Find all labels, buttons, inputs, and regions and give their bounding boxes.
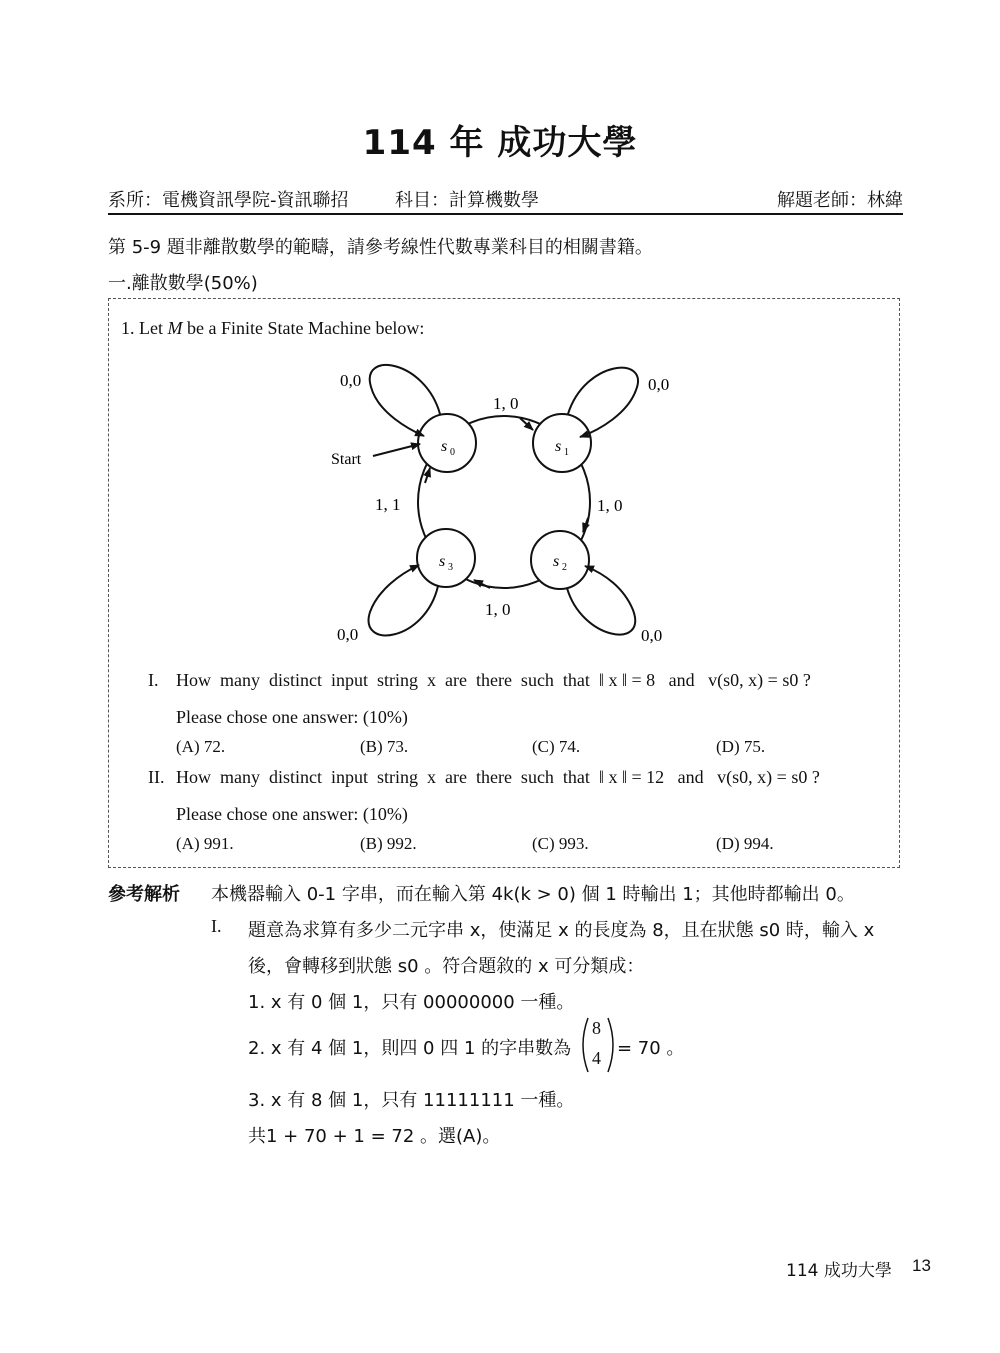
- state-s0-label: s: [441, 438, 448, 455]
- part-1-roman: I.: [148, 670, 159, 690]
- state-s2-label: s: [553, 553, 560, 570]
- page-title: 114 年 成功大學: [362, 123, 638, 163]
- part-1-option-c: (C) 74.: [532, 737, 581, 756]
- binomial-top: 8: [592, 1018, 601, 1038]
- edge-label-s2-s3: 1, 0: [485, 600, 511, 619]
- start-label: Start: [331, 451, 362, 468]
- section-heading: 一.離散數學(50%): [108, 273, 258, 294]
- part-2-prompt: Please chose one answer: (10%): [176, 804, 408, 824]
- page-number: 13: [912, 1256, 931, 1275]
- solution-part-roman: I.: [211, 916, 222, 936]
- part-1-text: [176, 670, 891, 691]
- edge-label-s0-s1: 1, 0: [493, 394, 519, 413]
- part-2-option-c: (C) 993.: [532, 834, 589, 853]
- question-text-post: be a Finite State Machine below:: [182, 318, 425, 338]
- state-s3-label: s: [439, 553, 446, 570]
- department-label: 系所：電機資訊學院-資訊聯招: [108, 190, 349, 211]
- solution-line-2: 後，會轉移到狀態 s0 。符合題敘的 x 可分類成：: [248, 956, 645, 977]
- part-1-prompt: Please chose one answer: (10%): [176, 707, 408, 727]
- start-arrow: [373, 444, 420, 456]
- state-s1-sub: 1: [564, 447, 569, 458]
- part-1-option-d: (D) 75.: [716, 737, 766, 756]
- edge-label-loop-s1: 0,0: [648, 375, 670, 394]
- part-2-roman: II.: [148, 767, 165, 787]
- state-s1: [533, 414, 591, 472]
- edge-label-s1-s2: 1, 0: [597, 496, 623, 515]
- binomial-bottom: 4: [592, 1048, 601, 1068]
- solution-case-3: 3. x 有 8 個 1，只有 11111111 一種。: [248, 1090, 575, 1111]
- scope-note: 第 5-9 題非離散數學的範疇，請參考線性代數專業科目的相關書籍。: [108, 237, 653, 258]
- state-s0-sub: 0: [450, 447, 455, 458]
- part-2-question: How many distinct input string x are there such that ‖ x ‖ = 12 and v(s0, x) = s0 ?: [176, 767, 820, 787]
- solution-line-1: 題意為求算有多少二元字串 x，使滿足 x 的長度為 8，且在狀態 s0 時，輸入 x: [248, 920, 875, 941]
- solution-case-1: 1. x 有 0 個 1，只有 00000000 一種。: [248, 992, 575, 1013]
- binomial-coefficient: [578, 1016, 618, 1074]
- solution-case-2-pre: 2. x 有 4 個 1，則四 0 四 1 的字串數為: [248, 1038, 572, 1059]
- teacher-label: 解題老師：林緯: [777, 190, 903, 211]
- question-stem: [121, 318, 424, 339]
- solution-label: 參考解析: [108, 884, 180, 905]
- state-s1-label: s: [555, 438, 562, 455]
- question-text-pre: Let: [139, 318, 168, 338]
- edge-label-s3-s0: 1, 1: [375, 495, 401, 514]
- part-1-option-b: (B) 73.: [360, 737, 409, 756]
- part-1-option-a: (A) 72.: [176, 737, 226, 756]
- state-s2-sub: 2: [562, 562, 567, 573]
- part-2-option-b: (B) 992.: [360, 834, 417, 853]
- part-1-question: How many distinct input string x are there such that ‖ x ‖ = 8 and v(s0, x) = s0 ?: [176, 670, 811, 690]
- machine-variable: M: [167, 318, 183, 338]
- edge-label-loop-s2: 0,0: [641, 626, 663, 645]
- part-2-option-a: (A) 991.: [176, 834, 234, 853]
- arrow-s3-s0: [425, 468, 430, 483]
- edge-label-loop-s3: 0,0: [337, 625, 359, 644]
- state-s3-sub: 3: [448, 562, 453, 573]
- solution-total: 共1 + 70 + 1 = 72 。選(A)。: [248, 1126, 501, 1147]
- fsm-diagram: [300, 355, 700, 655]
- part-2-option-d: (D) 994.: [716, 834, 774, 853]
- exam-header: [108, 183, 903, 215]
- solution-intro: 本機器輸入 0-1 字串，而在輸入第 4k(k > 0) 個 1 時輸出 1；其他時都輸出 0。: [211, 884, 855, 905]
- edge-label-loop-s0: 0,0: [340, 371, 362, 390]
- state-s3: [417, 529, 475, 587]
- part-2-text: [176, 767, 891, 788]
- state-s2: [531, 531, 589, 589]
- subject-label: 科目：計算機數學: [395, 190, 539, 211]
- solution-case-2-post: = 70 。: [617, 1038, 685, 1059]
- question-number: 1.: [121, 318, 135, 338]
- footer-book-title: 114 成功大學: [786, 1261, 892, 1281]
- state-s0: [418, 414, 476, 472]
